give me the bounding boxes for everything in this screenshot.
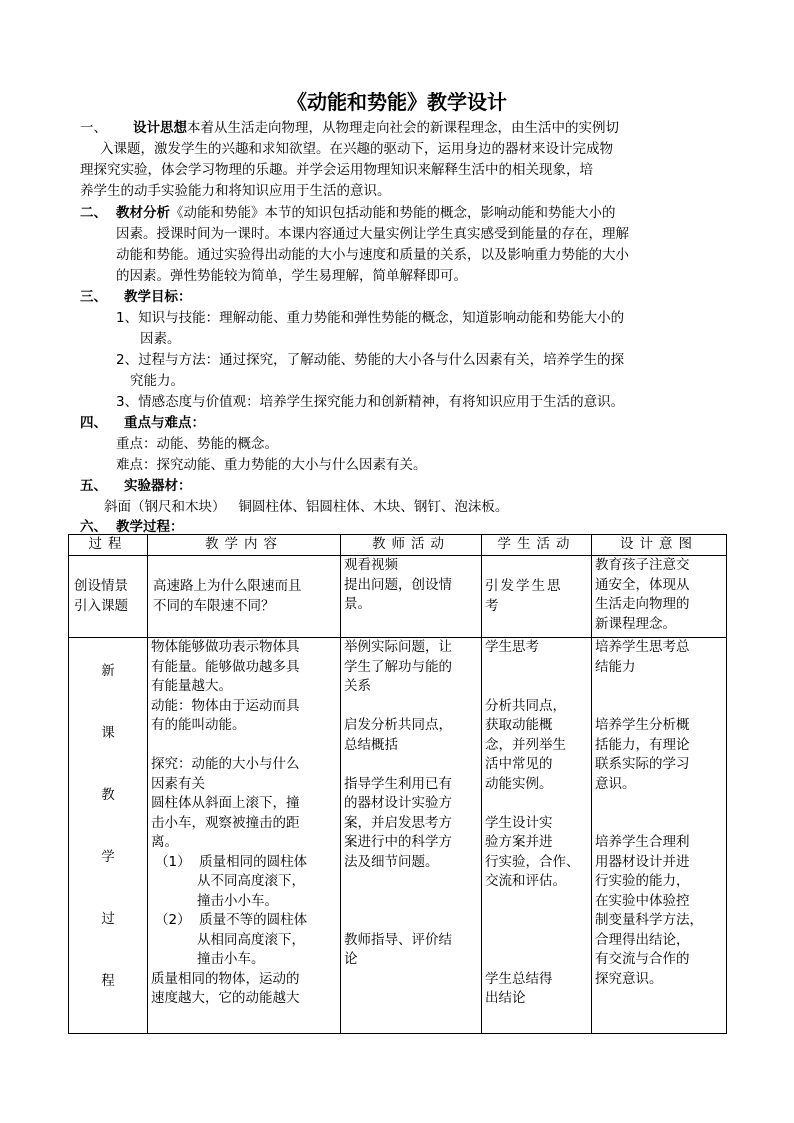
section-2-number: 二、: [80, 205, 107, 221]
header-student: 学生活动: [482, 535, 592, 556]
section-1-number: 一、: [80, 120, 107, 136]
row1-teacher: 观看视频 提出问题，创设情 景。: [341, 556, 482, 638]
key-point: 重点：动能、势能的概念。: [116, 436, 278, 452]
sub-item-1: （1） 质量相同的圆柱体: [155, 853, 308, 870]
table-row: [69, 556, 727, 638]
row2-intent: 培养学生思考总 结能力 培养学生分析概 括能力，有理论 联系实际的学习 意识。 培养学生合理利 用器材设计并进 行实验的能力， 在实验中体验控 制变量科学方法， 合理得出结论， 有交流与合作的 探究意识。: [592, 638, 727, 1034]
row2-content: 物体能够做功表示物体具 有能量。能够做功越多具 有能量越大。 动能：物体由于运动而具 有的能叫动能。 探究：动能的大小与什么 因素有关 圆柱体从斜面上滚下，撞 击小车，观察被撞击的距 离。 （1） 质量相同的圆柱体 从不同高度滚下， 撞击小小车。 （2） 质量不等的圆柱体 从相同高度滚下， 撞击小车。 质量相同的物体，运动的 速度越大，它的动能越大: [148, 638, 341, 1034]
header-content: 教学内容: [148, 535, 341, 556]
objective-1: 1、知识与技能：理解动能、重力势能和弹性势能的概念，知道影响动能和势能大小的: [116, 310, 625, 326]
header-process: 过程: [69, 535, 148, 556]
row2-teacher: 举例实际问题，让 学生了解功与能的 关系 启发分析共同点， 总结概括 指导学生利用已有 的器材设计实验方 案，并启发思考方 案进行中的科学方 法及细节问题。 教师指导、评价结 论: [341, 638, 482, 1034]
objective-3: 3、情感态度与价值观：培养学生探究能力和创新精神，有将知识应用于生活的意识。: [116, 394, 625, 410]
objective-2: 2、过程与方法：通过探究，了解动能、势能的大小各与什么因素有关，培养学生的探: [116, 352, 625, 368]
row2-stage: 新 课 教 学 过 程: [69, 638, 148, 1034]
section-2-line-4: 的因素。弹性势能较为简单，学生易理解，简单解释即可。: [116, 268, 467, 284]
teaching-process-table: [68, 534, 727, 1034]
section-2-line-2: 因素。授课时间为一课时。本课内容通过大量实例让学生真实感受到能量的存在，理解: [116, 226, 629, 242]
objective-2-cont: 究能力。: [130, 373, 184, 389]
row2-student: 学生思考 分析共同点， 获取动能概 念，并列举生 活中常见的 动能实例。 学生设计实 验方案并进 行实验，合作、 交流和评估。 学生总结得 出结论: [482, 638, 592, 1034]
section-2-line-3: 动能和势能。通过实验得出动能的大小与速度和质量的关系，以及影响重力势能的大小: [116, 247, 629, 263]
row1-stage: 创设情景 引入课题: [69, 556, 148, 638]
section-5-heading: 实验器材：: [124, 478, 192, 494]
table-row: [69, 638, 727, 1034]
row1-intent: 教育孩子注意交 通安全，体现从 生活走向物理的 新课程理念。: [592, 556, 727, 638]
section-1-line-4: 养学生的动手实验能力和将知识应用于生活的意识。: [80, 183, 391, 199]
section-1-paragraph: [133, 118, 619, 139]
document-title: 《动能和势能》教学设计: [287, 90, 507, 114]
sub-item-2: （2） 质量不等的圆柱体: [155, 912, 308, 928]
objective-1-cont: 因素。: [140, 331, 181, 347]
section-4-heading: 重点与难点：: [124, 415, 205, 431]
header-teacher: 教师活动: [341, 535, 482, 556]
section-5-number: 五、: [80, 478, 107, 494]
section-2-line-1: 《动能和势能》本节的知识包括动能和势能的概念，影响动能和势能大小的: [170, 205, 616, 221]
row1-content: 高速路上为什么限速而且 不同的车限速不同？: [148, 556, 341, 638]
table-header-row: [69, 535, 727, 556]
header-intent: 设计意图: [592, 535, 727, 556]
difficult-point: 难点：探究动能、重力势能的大小与什么因素有关。: [116, 457, 427, 473]
section-1-line-1: 本着从生活走向物理，从物理走向社会的新课程理念，由生活中的实例切: [187, 120, 619, 136]
section-3-number: 三、: [80, 289, 107, 305]
row1-student: 引发学生思 考: [482, 556, 592, 638]
section-4-number: 四、: [80, 415, 107, 431]
section-1-line-3: 理探究实验，体会学习物理的乐趣。并学会运用物理知识来解释生活中的相关现象，培: [80, 162, 593, 178]
equipment-list: 斜面（钢尺和木块） 铜圆柱体、铝圆柱体、木块、钢钉、泡沫板。: [104, 499, 509, 515]
section-6-heading: 教学过程：: [116, 519, 184, 535]
section-1-line-2: 入课题，激发学生的兴趣和求知欲望。在兴趣的驱动下，运用身边的器材来设计完成物: [100, 141, 613, 157]
section-6-number: 六、: [80, 519, 107, 535]
section-2-paragraph: [116, 203, 616, 224]
section-2-heading: 教材分析: [116, 205, 170, 221]
section-1-heading: 设计思想: [133, 120, 187, 136]
section-3-heading: 教学目标：: [124, 289, 192, 305]
